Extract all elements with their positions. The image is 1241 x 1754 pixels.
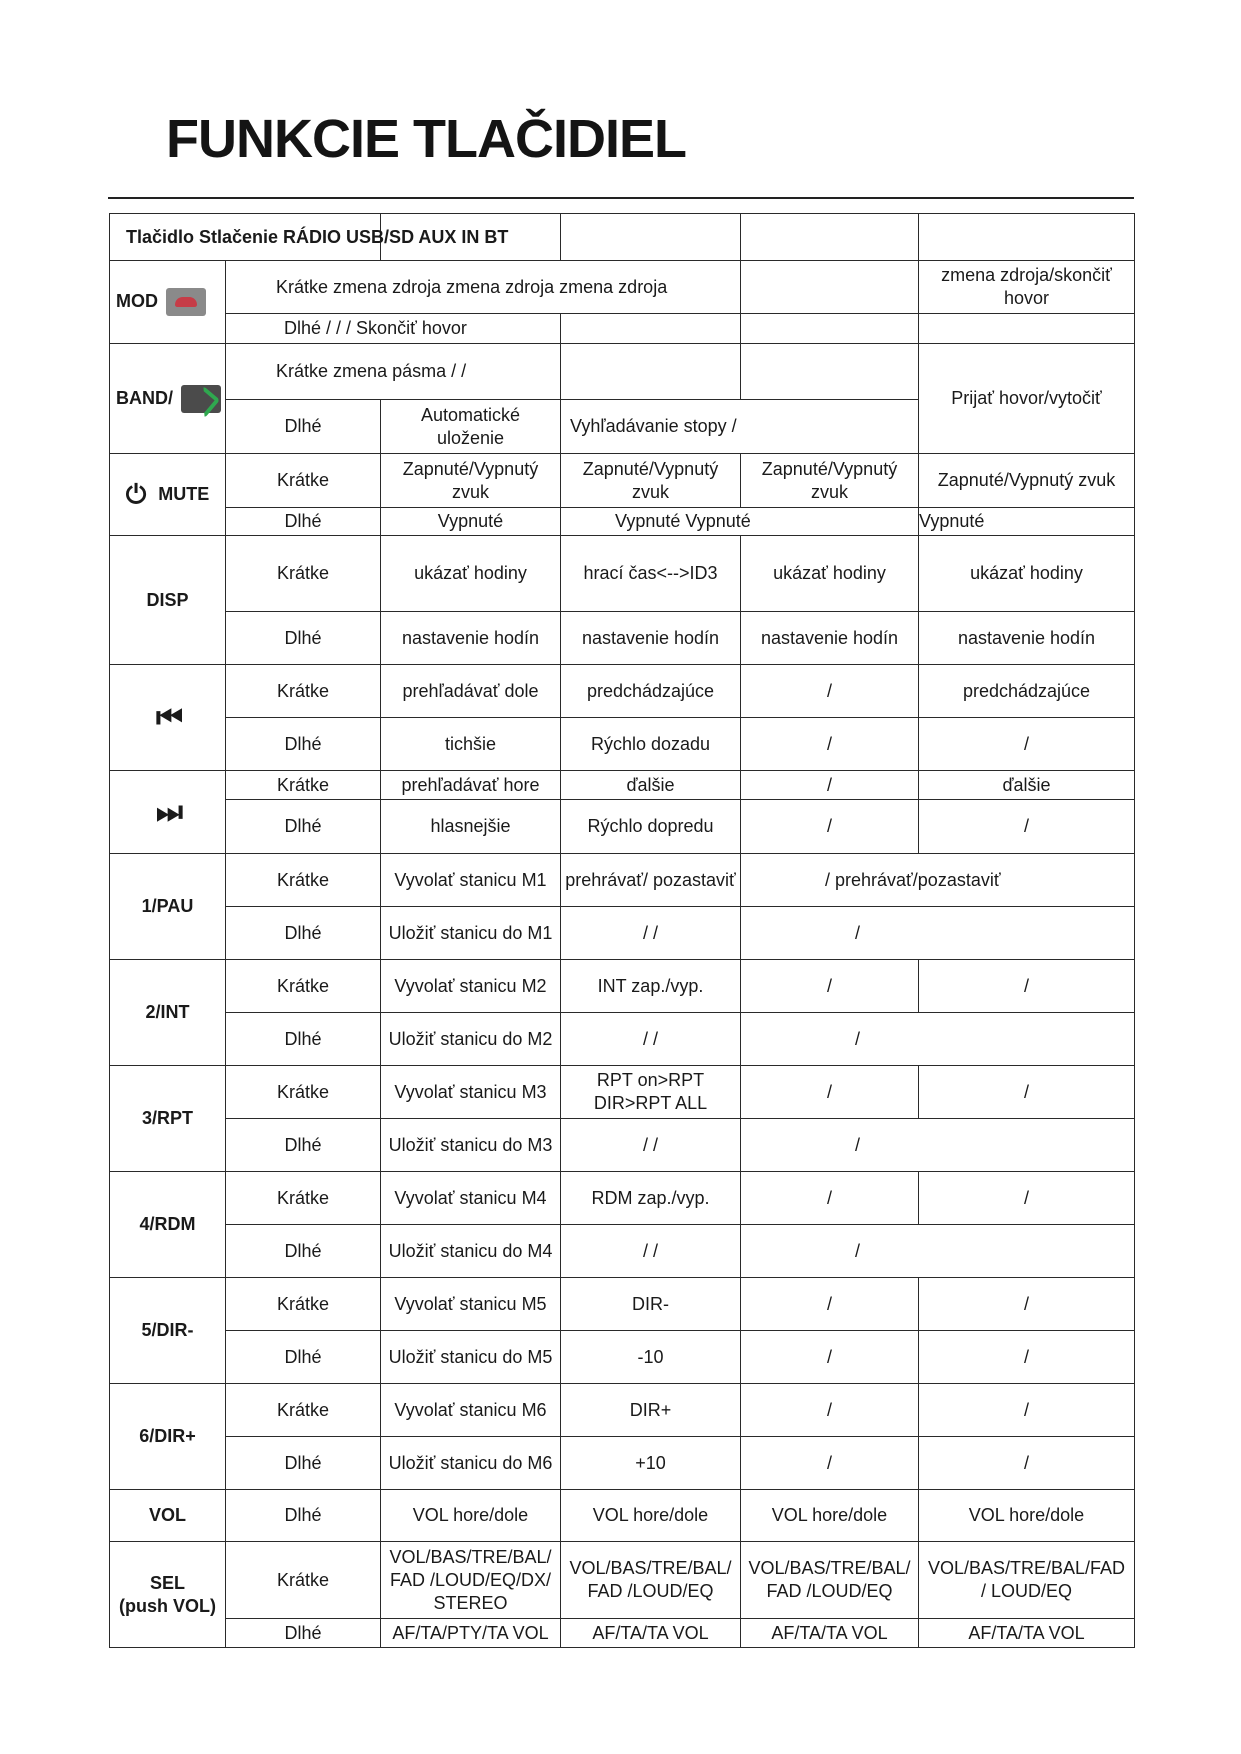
table-row: [110, 612, 1135, 665]
table-cell: /: [741, 1225, 1135, 1278]
table-cell: Zapnuté/Vypnutý zvuk: [381, 454, 561, 508]
table-cell: Vyvolať stanicu M5: [381, 1278, 561, 1331]
press-type: Krátke: [226, 536, 381, 612]
press-type: Krátke: [226, 960, 381, 1013]
press-type: Dlhé: [226, 508, 381, 536]
next-track-icon: ⏭: [110, 771, 226, 854]
table-cell: Krátke zmena zdroja zmena zdroja zmena zdroja: [226, 261, 741, 314]
button-2-int: 2/INT: [110, 960, 226, 1066]
table-row: [110, 1437, 1135, 1490]
press-type: Krátke: [226, 1542, 381, 1619]
press-type: Krátke: [226, 1278, 381, 1331]
table-cell: Vyvolať stanicu M4: [381, 1172, 561, 1225]
table-cell: Vyhľadávanie stopy /: [561, 400, 919, 454]
table-cell: /: [919, 1331, 1135, 1384]
table-cell: Rýchlo dopredu: [561, 800, 741, 854]
table-cell: /: [919, 1437, 1135, 1490]
table-cell: /: [741, 1119, 1135, 1172]
table-cell: /: [919, 800, 1135, 854]
press-type: Krátke: [226, 1384, 381, 1437]
table-cell: Vyvolať stanicu M6: [381, 1384, 561, 1437]
press-type: Dlhé: [226, 1013, 381, 1066]
table-cell: /: [741, 718, 919, 771]
table-cell: predchádzajúce: [919, 665, 1135, 718]
table-cell: Vyvolať stanicu M3: [381, 1066, 561, 1119]
table-cell: ukázať hodiny: [381, 536, 561, 612]
table-cell: Uložiť stanicu do M3: [381, 1119, 561, 1172]
table-cell: / /: [561, 1225, 741, 1278]
press-type: Dlhé: [226, 612, 381, 665]
table-cell: nastavenie hodín: [561, 612, 741, 665]
table-cell: VOL hore/dole: [741, 1490, 919, 1542]
power-icon: ⏻: [125, 479, 147, 510]
table-cell: Vyvolať stanicu M2: [381, 960, 561, 1013]
table-cell: /: [919, 1384, 1135, 1437]
button-1-pau: 1/PAU: [110, 854, 226, 960]
table-cell: DIR-: [561, 1278, 741, 1331]
table-cell: VOL hore/dole: [381, 1490, 561, 1542]
table-cell: ďalšie: [919, 771, 1135, 800]
button-mute: ⏻ MUTE: [110, 454, 226, 536]
table-cell: /: [919, 718, 1135, 771]
table-row: [110, 536, 1135, 612]
table-row: [110, 261, 1135, 314]
table-cell: /: [741, 800, 919, 854]
table-cell: AF/TA/PTY/TA VOL: [381, 1619, 561, 1648]
table-cell: VOL hore/dole: [561, 1490, 741, 1542]
table-cell: VOL hore/dole: [919, 1490, 1135, 1542]
table-row: [110, 960, 1135, 1013]
table-cell: Uložiť stanicu do M1: [381, 907, 561, 960]
table-cell: nastavenie hodín: [381, 612, 561, 665]
table-row: [110, 907, 1135, 960]
table-cell: /: [741, 907, 1135, 960]
table-cell: /: [919, 1172, 1135, 1225]
press-type: Dlhé: [226, 800, 381, 854]
table-cell: hrací čas<-->ID3: [561, 536, 741, 612]
table-cell: hlasnejšie: [381, 800, 561, 854]
table-cell: Zapnuté/Vypnutý zvuk: [741, 454, 919, 508]
table-row: [110, 1066, 1135, 1119]
table-cell: AF/TA/TA VOL: [561, 1619, 741, 1648]
table-row: [110, 800, 1135, 854]
table-cell: nastavenie hodín: [919, 612, 1135, 665]
press-type: Krátke: [226, 854, 381, 907]
press-type: Dlhé: [226, 1225, 381, 1278]
table-cell: Uložiť stanicu do M6: [381, 1437, 561, 1490]
table-cell: AF/TA/TA VOL: [919, 1619, 1135, 1648]
table-cell: / /: [561, 907, 741, 960]
table-row: [110, 1619, 1135, 1648]
table-row: [110, 1119, 1135, 1172]
table-cell: /: [741, 1437, 919, 1490]
table-row: [110, 1490, 1135, 1542]
table-row: [110, 854, 1135, 907]
table-cell: prehľadávať dole: [381, 665, 561, 718]
table-cell: RPT on>RPT DIR>RPT ALL: [561, 1066, 741, 1119]
table-cell: /: [919, 960, 1135, 1013]
table-cell: DIR+: [561, 1384, 741, 1437]
press-type: Krátke: [226, 665, 381, 718]
table-row: [110, 1225, 1135, 1278]
button-disp: DISP: [110, 536, 226, 665]
table-cell: /: [741, 1278, 919, 1331]
table-row: [110, 1013, 1135, 1066]
table-cell: Uložiť stanicu do M5: [381, 1331, 561, 1384]
table-cell: Uložiť stanicu do M4: [381, 1225, 561, 1278]
phone-hangup-icon: [166, 288, 206, 316]
table-cell: predchádzajúce: [561, 665, 741, 718]
table-cell: /: [741, 960, 919, 1013]
table-cell: /: [741, 1172, 919, 1225]
title-divider: [108, 197, 1134, 199]
table-cell: Vypnuté: [919, 508, 1135, 536]
previous-track-icon: ⏮: [110, 665, 226, 771]
table-row: [110, 718, 1135, 771]
table-cell: Prijať hovor/vytočiť: [919, 344, 1135, 454]
press-type: Krátke: [226, 1066, 381, 1119]
table-cell: +10: [561, 1437, 741, 1490]
table-cell: VOL/BAS/TRE/BAL/FAD / LOUD/EQ: [919, 1542, 1135, 1619]
table-cell: Rýchlo dozadu: [561, 718, 741, 771]
table-cell: VOL/BAS/TRE/BAL/ FAD /LOUD/EQ: [741, 1542, 919, 1619]
button-functions-table: [109, 213, 1135, 1648]
table-cell: AF/TA/TA VOL: [741, 1619, 919, 1648]
table-cell: nastavenie hodín: [741, 612, 919, 665]
press-type: Krátke: [226, 1172, 381, 1225]
table-cell: -10: [561, 1331, 741, 1384]
button-mod: MOD: [110, 261, 226, 344]
press-type: Dlhé: [226, 718, 381, 771]
table-cell: Dlhé / / / Skončiť hovor: [226, 314, 561, 344]
table-row: [110, 665, 1135, 718]
table-cell: Vypnuté: [381, 508, 561, 536]
table-cell: /: [741, 1331, 919, 1384]
table-cell: ďalšie: [561, 771, 741, 800]
table-row: [110, 454, 1135, 508]
table-cell: / prehrávať/pozastaviť: [741, 854, 1135, 907]
table-cell: Vypnuté Vypnuté: [561, 508, 919, 536]
table-row: [110, 1331, 1135, 1384]
table-cell: tichšie: [381, 718, 561, 771]
press-type: Krátke: [226, 454, 381, 508]
table-row: [110, 314, 1135, 344]
table-row: [110, 1542, 1135, 1619]
table-cell: /: [741, 1066, 919, 1119]
button-3-rpt: 3/RPT: [110, 1066, 226, 1172]
page-title: FUNKCIE TLAČIDIEL: [166, 109, 686, 169]
button-6-dir-plus: 6/DIR+: [110, 1384, 226, 1490]
table-row: [110, 344, 1135, 400]
table-cell: ukázať hodiny: [741, 536, 919, 612]
button-sel: SEL (push VOL): [110, 1542, 226, 1648]
table-header-row: [110, 214, 1135, 261]
table-cell: ukázať hodiny: [919, 536, 1135, 612]
table-cell: Zapnuté/Vypnutý zvuk: [561, 454, 741, 508]
table-row: [110, 1384, 1135, 1437]
table-cell: prehľadávať hore: [381, 771, 561, 800]
table-cell: INT zap./vyp.: [561, 960, 741, 1013]
table-cell: Automatické uloženie: [381, 400, 561, 454]
table-cell: zmena zdroja/skončiť hovor: [919, 261, 1135, 314]
table-cell: /: [919, 1066, 1135, 1119]
table-row: [110, 1172, 1135, 1225]
table-cell: RDM zap./vyp.: [561, 1172, 741, 1225]
button-band: BAND/: [110, 344, 226, 454]
press-type: Dlhé: [226, 1437, 381, 1490]
table-cell: Krátke zmena pásma / /: [226, 344, 561, 400]
table-cell: Zapnuté/Vypnutý zvuk: [919, 454, 1135, 508]
table-cell: VOL/BAS/TRE/BAL/ FAD /LOUD/EQ/DX/ STEREO: [381, 1542, 561, 1619]
button-4-rdm: 4/RDM: [110, 1172, 226, 1278]
press-type: Dlhé: [226, 907, 381, 960]
press-type: Dlhé: [226, 1490, 381, 1542]
table-cell: Uložiť stanicu do M2: [381, 1013, 561, 1066]
table-row: [110, 508, 1135, 536]
phone-answer-icon: [181, 385, 221, 413]
table-cell: /: [741, 1013, 1135, 1066]
table-cell: /: [741, 771, 919, 800]
table-row: [110, 1278, 1135, 1331]
table-cell: / /: [561, 1119, 741, 1172]
table-cell: /: [919, 1278, 1135, 1331]
table-cell: /: [741, 665, 919, 718]
press-type: Dlhé: [226, 1331, 381, 1384]
table-cell: VOL/BAS/TRE/BAL/ FAD /LOUD/EQ: [561, 1542, 741, 1619]
button-vol: VOL: [110, 1490, 226, 1542]
press-type: Dlhé: [226, 1619, 381, 1648]
table-cell: /: [741, 1384, 919, 1437]
table-header: Tlačidlo Stlačenie RÁDIO USB/SD AUX IN BT: [110, 214, 381, 261]
table-cell: / /: [561, 1013, 741, 1066]
table-row: [110, 771, 1135, 800]
press-type: Krátke: [226, 771, 381, 800]
table-cell: Vyvolať stanicu M1: [381, 854, 561, 907]
button-5-dir-minus: 5/DIR-: [110, 1278, 226, 1384]
press-type: Dlhé: [226, 400, 381, 454]
press-type: Dlhé: [226, 1119, 381, 1172]
table-cell: prehrávať/ pozastaviť: [561, 854, 741, 907]
